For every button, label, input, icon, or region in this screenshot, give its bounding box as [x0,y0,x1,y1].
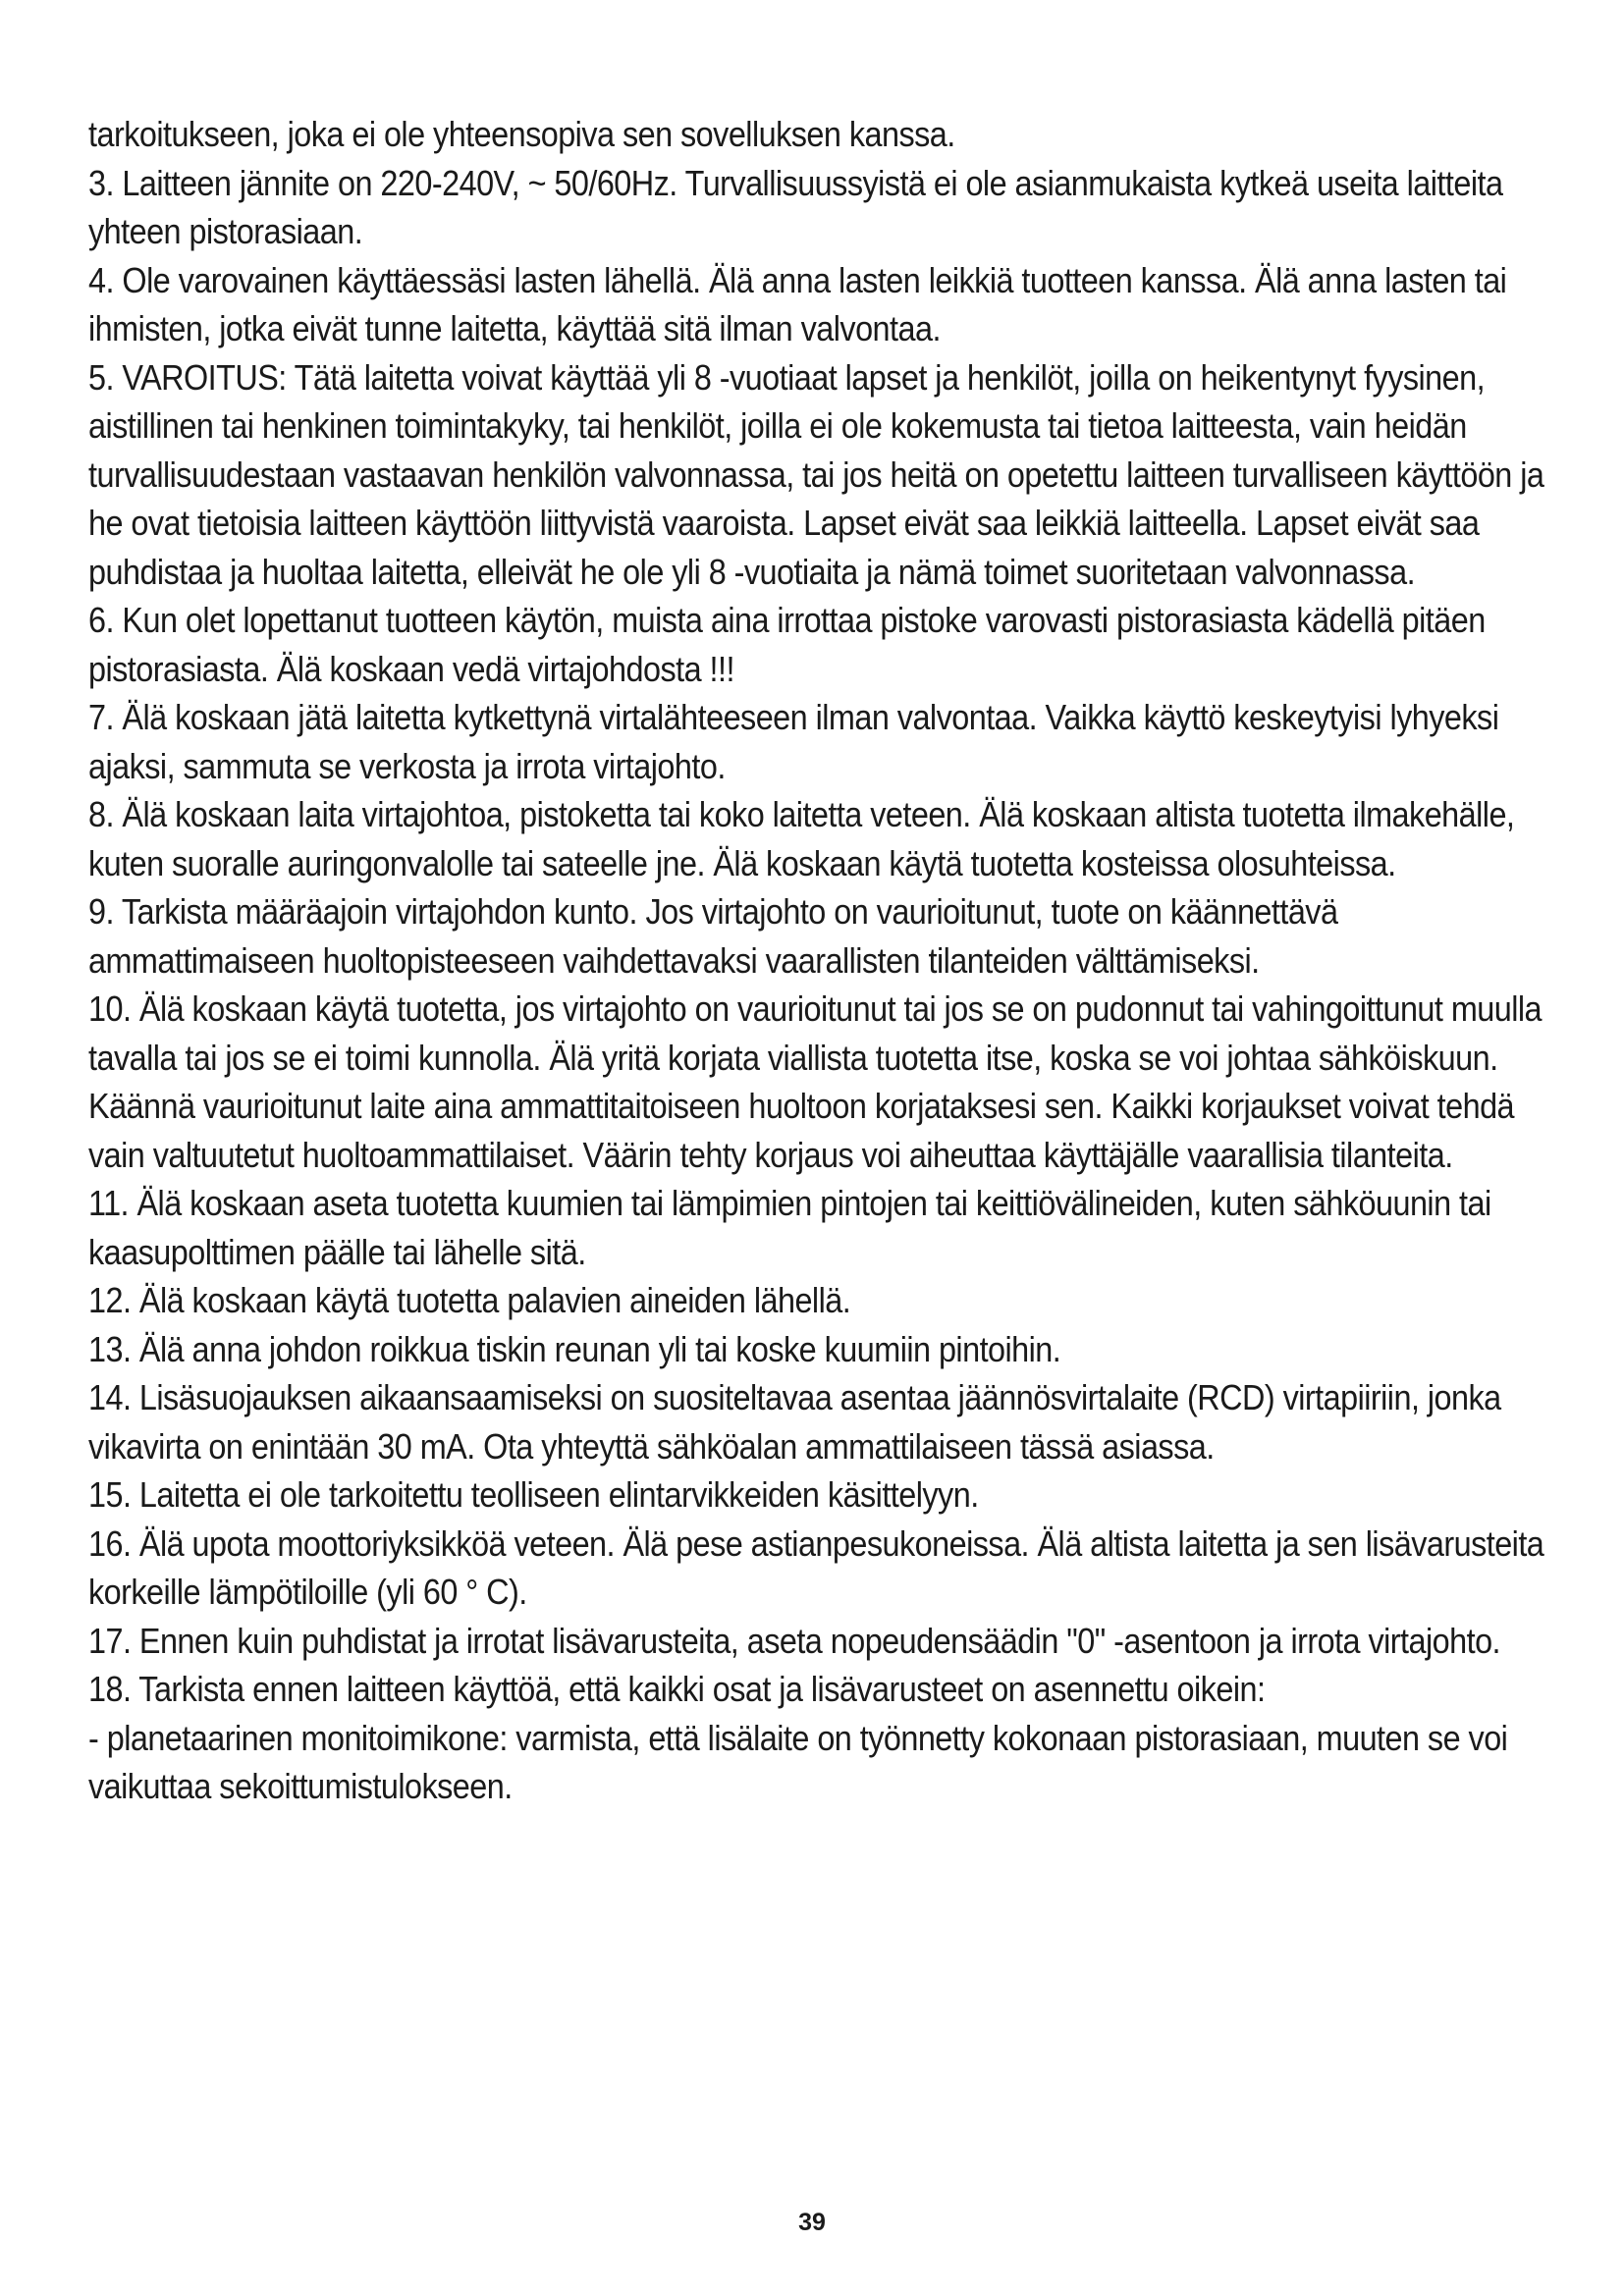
paragraph-item-15: 15. Laitetta ei ole tarkoitettu teolliseen elintarvikkeiden käsittelyyn. [88,1474,979,1515]
paragraph-item-9: 9. Tarkista määräajoin virtajohdon kunto. Jos virtajohto on vaurioitunut, tuote on käännettävä ammattimaiseen huoltopisteeseen vaihdettavaksi vaarallisten tilanteiden välttämiseksi. [88,891,1338,981]
paragraph-item-10: 10. Älä koskaan käytä tuotetta, jos virtajohto on vaurioitunut tai jos se on pudonnut tai vahingoittunut muulla tavalla tai jos se ei toimi kunnolla. Älä yritä korjata viallista tuotetta itse, koska se voi johtaa sähköiskuun. Käännä vaurioitunut laite aina ammattitaitoiseen huoltoon korjataksesi sen. Kaikki korjaukset voivat tehdä vain valtuutetut huoltoammattilaiset. Väärin tehty korjaus voi aiheuttaa käyttäjälle vaarallisia tilanteita. [88,988,1543,1175]
paragraph-item-3: 3. Laitteen jännite on 220-240V, ~ 50/60Hz. Turvallisuussyistä ei ole asianmukaista kytkeä useita laitteita yhteen pistorasiaan. [88,162,1503,251]
paragraph-bullet-planetary-mixer: - planetaarinen monitoimikone: varmista, että lisälaite on työnnetty kokonaan pistorasiaan, muuten se voi vaikuttaa sekoittumistulokseen. [88,1717,1508,1806]
paragraph-item-5: 5. VAROITUS: Tätä laitetta voivat käyttää yli 8 -vuotiaat lapset ja henkilöt, joilla on heikentynyt fyysinen, aistillinen tai henkinen toimintakyky, tai henkilöt, joilla ei ole kokemusta tai tietoa laitteesta, vain heidän turvallisuudestaan vastaavan henkilön valvonnassa, tai jos heitä on opetettu laitteen turvalliseen käyttöön ja he ovat tietoisia laitteen käyttöön liittyvistä vaaroista. Lapset eivät saa leikkiä laitteella. Lapset eivät saa puhdistaa ja huoltaa laitetta, elleivät he ole yli 8 -vuotiaita ja nämä toimet suoritetaan valvonnassa. [88,356,1544,592]
paragraph-item-18: 18. Tarkista ennen laitteen käyttöä, että kaikki osat ja lisävarusteet on asennettu oikein: [88,1669,1266,1709]
paragraph-item-17: 17. Ennen kuin puhdistat ja irrotat lisävarusteita, aseta nopeudensäädin "0" -asentoon ja irrota virtajohto. [88,1620,1501,1661]
paragraph-item-7: 7. Älä koskaan jätä laitetta kytkettynä virtalähteeseen ilman valvontaa. Vaikka käyttö keskeytyisi lyhyeksi ajaksi, sammuta se verkosta ja irrota virtajohto. [88,697,1499,786]
page-number: 39 [798,2209,826,2236]
paragraph-item-11: 11. Älä koskaan aseta tuotetta kuumien tai lämpimien pintojen tai keittiövälineiden, kuten sähköuunin tai kaasupolttimen päälle tai lähelle sitä. [88,1183,1491,1272]
paragraph-item-14: 14. Lisäsuojauksen aikaansaamiseksi on suositeltavaa asentaa jäännösvirtalaite (RCD) virtapiiriin, jonka vikavirta on enintään 30 mA. Ota yhteyttä sähköalan ammattilaiseen tässä asiassa. [88,1377,1501,1467]
paragraph-continuation: tarkoitukseen, joka ei ole yhteensopiva sen sovelluksen kanssa. [88,114,955,154]
paragraph-item-4: 4. Ole varovainen käyttäessäsi lasten lähellä. Älä anna lasten leikkiä tuotteen kanssa. Älä anna lasten tai ihmisten, jotka eivät tunne laitetta, käyttää sitä ilman valvontaa. [88,259,1507,348]
paragraph-item-13: 13. Älä anna johdon roikkua tiskin reunan yli tai koske kuumiin pintoihin. [88,1328,1061,1369]
document-body [88,110,1551,1811]
paragraph-item-8: 8. Älä koskaan laita virtajohtoa, pistoketta tai koko laitetta veteen. Älä koskaan altista tuotetta ilmakehälle, kuten suoralle auringonvalolle tai sateelle jne. Älä koskaan käytä tuotetta kosteissa olosuhteissa. [88,794,1515,883]
paragraph-item-6: 6. Kun olet lopettanut tuotteen käytön, muista aina irrottaa pistoke varovasti pistorasiasta kädellä pitäen pistorasiasta. Älä koskaan vedä virtajohdosta !!! [88,600,1486,689]
paragraph-item-16: 16. Älä upota moottoriyksikköä veteen. Älä pese astianpesukoneissa. Älä altista laitetta ja sen lisävarusteita korkeille lämpötiloille (yli 60 ° C). [88,1522,1544,1612]
paragraph-item-12: 12. Älä koskaan käytä tuotetta palavien aineiden lähellä. [88,1280,851,1320]
